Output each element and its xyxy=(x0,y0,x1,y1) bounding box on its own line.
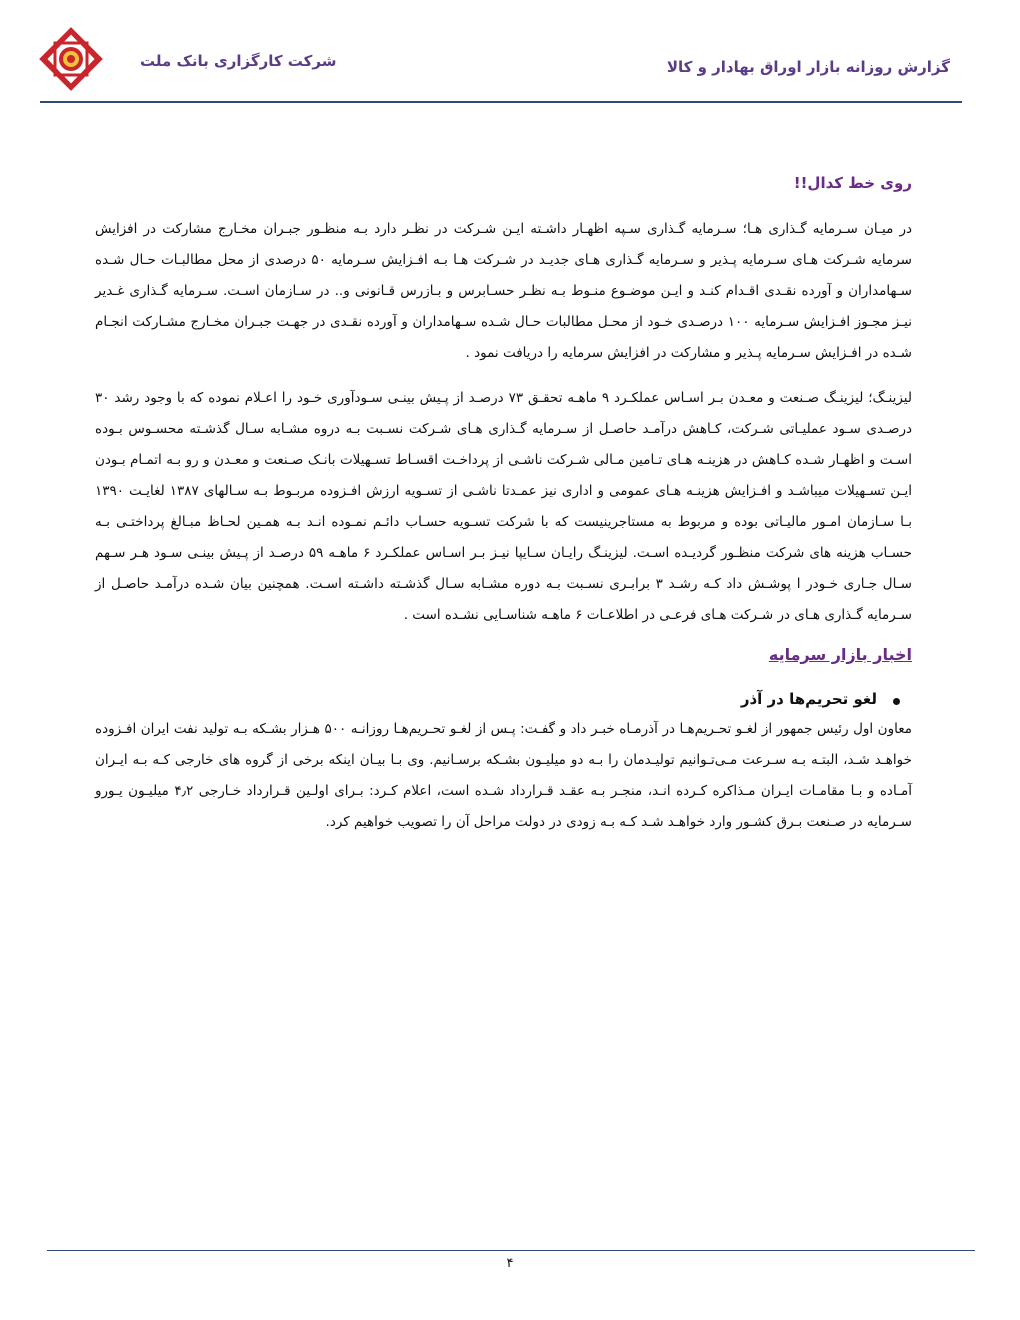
page-number: ۴ xyxy=(506,1256,514,1271)
bullet-label: لغو تحریم‌ها در آذر xyxy=(740,690,877,708)
footer-divider xyxy=(47,1250,975,1251)
page-header xyxy=(0,0,1020,110)
section-heading-capital-market-news: اخبار بازار سرمایه xyxy=(768,645,912,664)
bullet-dot-icon xyxy=(893,698,900,705)
document-body xyxy=(95,160,912,852)
section-heading-codal: روی خط کدال!! xyxy=(793,174,912,192)
header-divider xyxy=(40,101,962,103)
bank-mellat-logo-icon xyxy=(38,25,104,95)
paragraph-investment: در میـان سـرمایه گـذاری هـا؛ سـرمایه گـذاری سـپه اظهـار داشـته ایـن شـرکت در نظـر دارد بـه منظـور جبـران مخـارج مشارکت در افزایش سرمایه شـرکت هـای سـرمایه پـذیر و سـرمایه گـذاری هـای جدیـد در شـرکت هـا بـه افـزایش سـرمایه ۵۰ درصدی از محل مطالبـات حـال شـده سـهامداران و آورده نقـدی اقـدام کنـد و ایـن موضـوع منـوط بـه نظـر حسـابرس و بـازرس قـانونی و.. در سـازمان اسـت. سـرمایه گـذاری غـدیر نیـز مجـوز افـزایش سـرمایه ۱۰۰ درصـدی خـود از محـل مطالبات حـال شـده سـهامداران و آورده نقـدی در جهـت جبـران مخـارج مشـارکت انجـام شـده در افـزایش سـرمایه پـذیر و مشارکت در افزایش سرمایه را دریافت نمود . xyxy=(95,221,912,361)
paragraph-sanctions: معاون اول رئیس جمهور از لغـو تحـریم‌هـا در آذرمـاه خبـر داد و گفـت: پـس از لغـو تحـریم‌هـا روزانـه ۵۰۰ هـزار بشـکه بـه تولید نفت ایران افـزوده خواهـد شـد، البتـه بـه سـرعت مـی‌تـوانیم تولیـدمان را بـه دو میلیـون بشـکه برسـانیم. وی بـا بیـان اینکه برخی از گروه های خارجی کـه بـه ایـران آمـاده و بـا مقامـات ایـران مـذاکره کـرده انـد، منجـر بـه عقـد قـرارداد شـده است، اعلام کـرد: بـرای اولـین قـرارداد خـارجی ۴٫۲ میلیـون یـورو سـرمایه در صـنعت بـرق کشـور وارد خواهـد شـد کـه بـه زودی در دولت مراحل آن را تصویب خواهیم کرد. xyxy=(95,721,912,830)
paragraph-leasing: لیزینـگ؛ لیزینـگ صـنعت و معـدن بـر اسـاس عملکـرد ۹ ماهـه تحقـق ۷۳ درصـد از پـیش بینـی سـودآوری خـود را اعـلام نموده که با وجود رشد ۳۰ درصـدی سـود عملیـاتی شـرکت، کـاهش درآمـد حاصـل از سـرمایه گـذاری هـای شـرکت نسـبت بـه دروه مشـابه سـال گذشـته محسـوس بـوده اسـت و اظهـار شـده کـاهش در هزینـه هـای تـامین مـالی شـرکت ناشـی از پرداخـت اقسـاط تسـهیلات بانـک صـنعت و معـدن و رو بـه اتمـام بـودن ایـن تسـهیلات میباشـد و افـزایش هزینـه هـای عمومی و اداری نیز عمـدتا ناشـی از تسـویه ارزش افـزوده مربـوط بـه سـالهای ۱۳۸۷ لغایـت ۱۳۹۰ بـا سـازمان امـور مالیـاتی بوده و مربوط به مستاجرینیست که با شرکت تسـویه حسـاب دائـم نمـوده انـد بـه همـین لحـاظ مبـالغ پرداختـی بـه حسـاب هزینه های شرکت منظـور گردیـده اسـت. لیزینـگ رایـان سـایپا نیـز بـر اسـاس عملکـرد ۶ ماهـه ۵۹ درصـد از پـیش بینـی سـود هـر سـهم سـال جـاری خـودر ا پوشـش داد کـه رشـد ۳ برابـری نسـبت بـه دوره مشـابه سـال گذشـته داشـته اسـت. همچنین بیان شـده درآمـد حاصـل از سـرمایه گـذاری هـای در شـرکت هـای فرعـی در اطلاعـات ۶ ماهـه شناسـایی نشـده است . xyxy=(95,390,912,623)
report-title: گزارش روزانه بازار اوراق بهادار و کالا xyxy=(666,58,950,76)
bullet-item-sanctions xyxy=(95,690,912,708)
company-name: شرکت کارگزاری بانک ملت xyxy=(140,52,337,70)
